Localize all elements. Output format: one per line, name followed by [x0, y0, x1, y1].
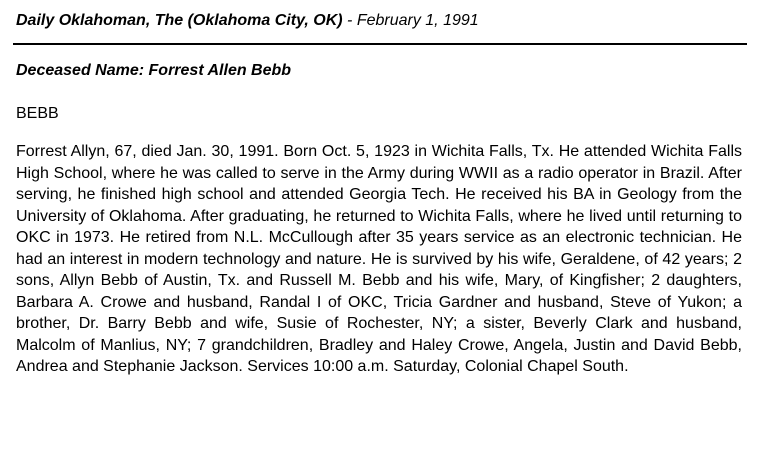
header-divider [13, 43, 747, 45]
publication-source: Daily Oklahoman, The (Oklahoma City, OK) [16, 12, 343, 29]
obituary-text: Forrest Allyn, 67, died Jan. 30, 1991. Born Oct. 5, 1923 in Wichita Falls, Tx. He attended Wichita Falls High School, where he was called to serve in the Army during WWII as a radio operator in Brazil. After serving, he finished high school and attended Georgia Tech. He received his BA in Geology from the University of Oklahoma. After graduating, he returned to Wichita Falls, where he lived until returning to OKC in 1973. He retired from N.L. McCullough after 35 years service as an electronic technician. He had an interest in modern technology and nature. He is survived by his wife, Geraldene, of 42 years; 2 sons, Allyn Bebb of Austin, Tx. and Russell M. Bebb and his wife, Mary, of Kingfisher; 2 daughters, Barbara A. Crowe and husband, Randal I of OKC, Tricia Gardner and husband, Steve of Yukon; a brother, Dr. Barry Bebb and wife, Susie of Rochester, NY; a sister, Beverly Clark and husband, Malcolm of Manlius, NY; 7 grandchildren, Bradley and Haley Crowe, Angela, Justin and David Bebb, Andrea and Stephanie Jackson. Services 10:00 a.m. Saturday, Colonial Chapel South. [16, 143, 742, 375]
header-separator: - [342, 12, 357, 29]
publication-date: February 1, 1991 [356, 12, 479, 29]
obituary-surname: BEBB [16, 105, 59, 122]
publication-header [16, 11, 746, 31]
deceased-name: Deceased Name: Forrest Allen Bebb [16, 62, 292, 79]
